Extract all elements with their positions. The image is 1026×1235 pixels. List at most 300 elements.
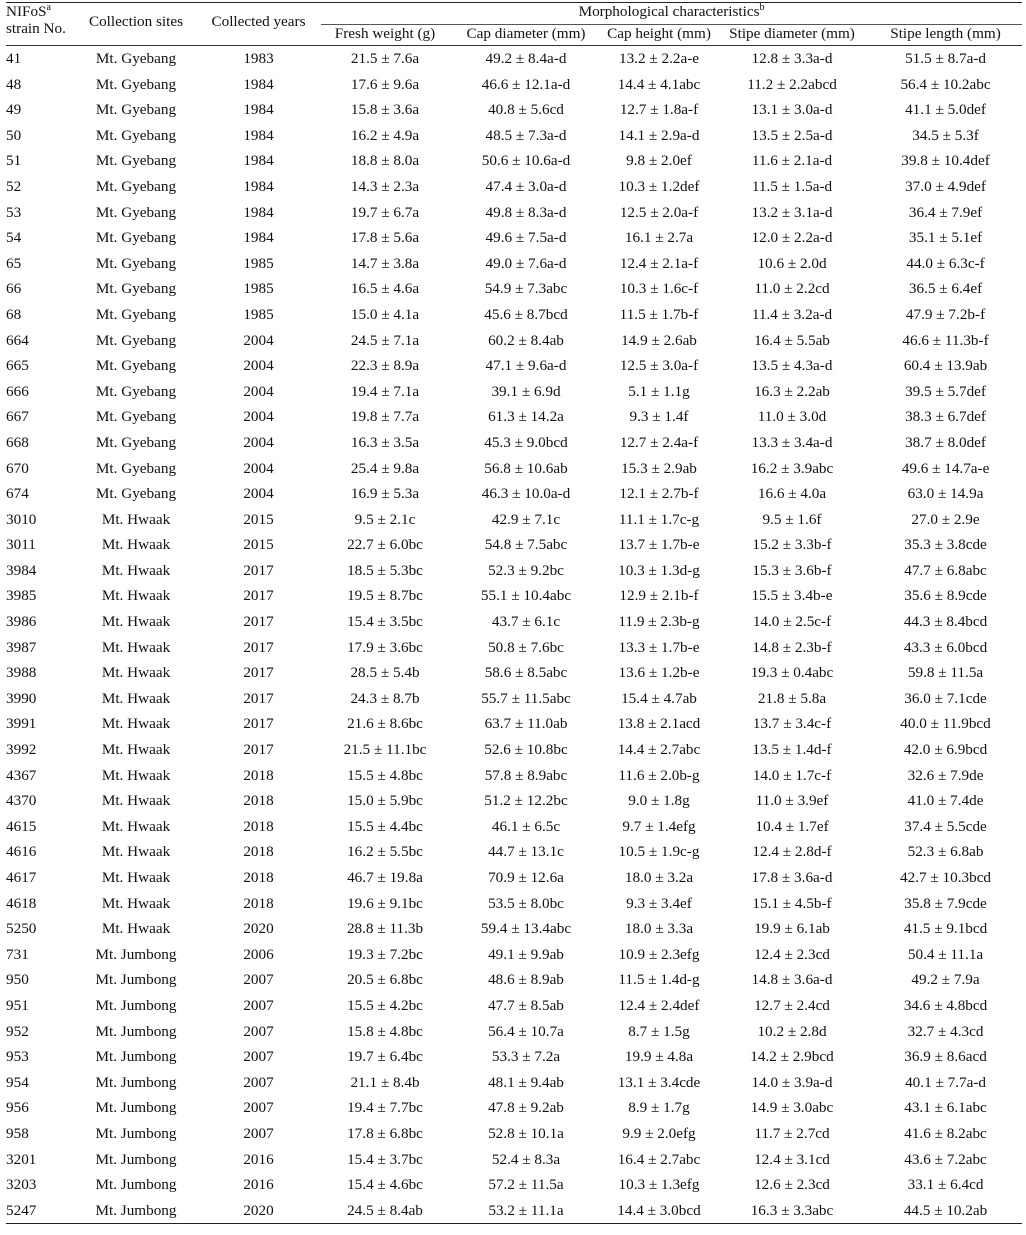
cell-cap-diameter: 58.6 ± 8.5abc (484, 664, 568, 682)
cell-stipe-length: 43.6 ± 7.2abc (904, 1150, 987, 1168)
cell-stipe-diameter: 12.6 ± 2.3cd (754, 1176, 830, 1194)
cell-cap-diameter: 52.3 ± 9.2bc (488, 561, 564, 579)
cell-fresh-weight: 15.8 ± 3.6a (350, 101, 420, 119)
cell-collected-year: 2020 (196, 1198, 321, 1224)
cell-cap-height: 12.4 ± 2.4def (618, 996, 700, 1014)
cell-cap-height: 13.6 ± 1.2b-e (618, 664, 700, 682)
cell-collection-site: Mt. Gyebang (95, 357, 177, 375)
cell-collected-year: 2007 (243, 1048, 274, 1066)
cell-collection-site: Mt. Hwaak (101, 715, 171, 733)
cell-stipe-length: 38.3 ± 6.7def (905, 408, 986, 426)
cell-collection-site: Mt. Hwaak (101, 689, 171, 707)
cell-strain-no: 48 (6, 75, 22, 93)
cell-collected-year: 2017 (243, 741, 274, 759)
table-row (6, 174, 1022, 200)
cell-collected-year: 2004 (243, 382, 274, 400)
cell-fresh-weight: 15.4 ± 4.6bc (347, 1176, 423, 1194)
cell-stipe-length: 52.3 ± 6.8ab (907, 843, 984, 861)
cell-stipe-diameter: 11.0 ± 3.0d (757, 408, 827, 426)
morphology-table (6, 2, 1022, 1224)
cell-stipe-diameter: 11.2 ± 2.2abcd (747, 75, 837, 93)
cell-stipe-length: 27.0 ± 2.9e (911, 510, 980, 528)
header-strain-line1: NIFoS (6, 3, 47, 20)
cell-cap-diameter: 56.4 ± 10.7a (488, 1022, 564, 1040)
cell-collected-year: 2007 (243, 1099, 274, 1117)
cell-collection-site: Mt. Hwaak (101, 843, 171, 861)
cell-cap-height: 9.3 ± 1.4f (629, 408, 689, 426)
cell-strain-no: 65 (6, 254, 22, 272)
cell-fresh-weight: 16.9 ± 5.3a (350, 485, 420, 503)
cell-collected-year: 1984 (243, 75, 274, 93)
cell-cap-diameter: 47.7 ± 8.5ab (488, 996, 564, 1014)
cell-collected-year: 2007 (243, 1022, 274, 1040)
cell-stipe-diameter: 14.0 ± 3.9a-d (751, 1073, 833, 1091)
cell-strain-no: 3990 (6, 689, 37, 707)
cell-strain-no: 3988 (6, 664, 37, 682)
cell-fresh-weight: 46.7 ± 19.8a (347, 869, 423, 886)
cell-stipe-length: 43.1 ± 6.1abc (904, 1099, 987, 1117)
cell-fresh-weight: 21.5 ± 11.1bc (343, 741, 427, 759)
cell-fresh-weight: 24.5 ± 8.4ab (321, 1198, 449, 1224)
cell-cap-height: 13.3 ± 1.7b-e (618, 638, 700, 656)
cell-collection-site: Mt. Jumbong (95, 1073, 177, 1091)
cell-stipe-diameter: 12.4 ± 2.8d-f (752, 843, 832, 861)
cell-stipe-diameter: 11.0 ± 2.2cd (754, 280, 830, 298)
cell-collection-site: Mt. Jumbong (76, 1198, 196, 1224)
cell-strain-no: 731 (6, 945, 29, 963)
cell-stipe-diameter: 11.0 ± 3.9ef (755, 792, 829, 810)
table-row (6, 583, 1022, 609)
table-row (6, 788, 1022, 814)
cell-collection-site: Mt. Jumbong (95, 996, 177, 1014)
table-row (6, 558, 1022, 584)
cell-stipe-length: 38.7 ± 8.0def (905, 433, 986, 451)
cell-cap-diameter: 46.1 ± 6.5c (491, 817, 561, 835)
cell-strain-no: 3985 (6, 587, 37, 605)
table-row (6, 302, 1022, 328)
header-strain-footnote: a (46, 1, 51, 13)
cell-stipe-length: 56.4 ± 10.2abc (900, 75, 991, 93)
cell-cap-diameter: 49.0 ± 7.6a-d (485, 254, 567, 272)
table-row (6, 481, 1022, 507)
cell-collected-year: 2017 (243, 664, 274, 682)
cell-cap-height: 9.7 ± 1.4efg (622, 817, 696, 835)
table-row (6, 97, 1022, 123)
cell-collected-year: 1985 (243, 254, 274, 272)
cell-stipe-length: 41.1 ± 5.0def (905, 101, 986, 119)
table-row (6, 1172, 1022, 1198)
cell-stipe-diameter: 12.0 ± 2.2a-d (751, 229, 833, 247)
table-row (6, 456, 1022, 482)
cell-cap-diameter: 44.7 ± 13.1c (488, 843, 564, 861)
cell-cap-height: 11.6 ± 2.0b-g (618, 766, 700, 784)
cell-cap-height: 10.5 ± 1.9c-g (618, 843, 700, 861)
cell-stipe-diameter: 9.5 ± 1.6f (762, 510, 822, 528)
cell-cap-diameter: 50.8 ± 7.6bc (488, 638, 564, 656)
cell-collection-site: Mt. Gyebang (95, 305, 177, 323)
cell-collection-site: Mt. Hwaak (101, 792, 171, 810)
cell-stipe-diameter: 13.5 ± 4.3a-d (751, 357, 833, 375)
cell-collection-site: Mt. Jumbong (95, 945, 177, 963)
cell-stipe-length: 35.1 ± 5.1ef (908, 229, 983, 247)
cell-collection-site: Mt. Jumbong (95, 1048, 177, 1066)
cell-fresh-weight: 19.8 ± 7.7a (350, 408, 420, 426)
cell-collection-site: Mt. Jumbong (95, 971, 177, 989)
table-row (6, 148, 1022, 174)
cell-fresh-weight: 21.1 ± 8.4b (350, 1073, 420, 1091)
table-row (6, 251, 1022, 277)
cell-cap-height: 9.8 ± 2.0ef (626, 152, 692, 170)
cell-stipe-diameter: 10.6 ± 2.0d (757, 254, 827, 272)
table-row (6, 737, 1022, 763)
cell-collected-year: 2015 (243, 536, 274, 554)
cell-strain-no: 952 (6, 1022, 29, 1040)
cell-cap-diameter: 57.8 ± 8.9abc (484, 766, 568, 784)
table-row (6, 993, 1022, 1019)
cell-cap-height: 13.8 ± 2.1acd (617, 715, 701, 733)
cell-stipe-length: 40.1 ± 7.7a-d (905, 1073, 986, 1091)
cell-cap-height: 9.9 ± 2.0efg (622, 1124, 696, 1142)
cell-stipe-diameter: 16.2 ± 3.9abc (750, 459, 834, 477)
cell-collected-year: 2018 (243, 817, 274, 835)
cell-strain-no: 4367 (6, 766, 37, 784)
cell-cap-height: 14.1 ± 2.9a-d (618, 126, 700, 144)
cell-strain-no: 66 (6, 280, 22, 298)
cell-strain-no: 53 (6, 203, 22, 221)
cell-collected-year: 2017 (243, 715, 274, 733)
cell-cap-height: 11.9 ± 2.3b-g (618, 613, 700, 631)
cell-collected-year: 2004 (243, 357, 274, 375)
header-fresh-weight: Fresh weight (g) (321, 25, 449, 46)
cell-strain-no: 68 (6, 305, 22, 323)
cell-stipe-diameter: 12.4 ± 2.3cd (754, 945, 830, 963)
cell-cap-diameter: 47.1 ± 9.6a-d (485, 357, 567, 375)
cell-collection-site: Mt. Hwaak (101, 741, 171, 759)
cell-fresh-weight: 19.5 ± 8.7bc (347, 587, 423, 605)
cell-strain-no: 51 (6, 152, 22, 170)
cell-collection-site: Mt. Hwaak (101, 817, 171, 835)
table-row (6, 200, 1022, 226)
cell-cap-diameter: 45.3 ± 9.0bcd (484, 433, 568, 451)
cell-stipe-diameter: 14.9 ± 3.0abc (750, 1099, 834, 1117)
cell-fresh-weight: 17.6 ± 9.6a (350, 75, 420, 93)
cell-collection-site: Mt. Hwaak (101, 920, 171, 938)
cell-stipe-length: 46.6 ± 11.3b-f (902, 331, 989, 349)
cell-cap-height: 16.1 ± 2.7a (624, 229, 694, 247)
cell-collection-site: Mt. Gyebang (95, 331, 177, 349)
cell-collection-site: Mt. Gyebang (95, 50, 177, 67)
cell-stipe-diameter: 16.4 ± 5.5ab (754, 331, 830, 349)
cell-collected-year: 1984 (243, 177, 274, 195)
cell-strain-no: 668 (6, 433, 29, 451)
cell-cap-diameter: 45.6 ± 8.7bcd (484, 305, 568, 323)
cell-collection-site: Mt. Gyebang (95, 254, 177, 272)
cell-collected-year: 2017 (243, 613, 274, 631)
cell-collected-year: 2018 (243, 792, 274, 810)
header-stipe-diameter: Stipe diameter (mm) (715, 25, 869, 46)
cell-strain-no: 958 (6, 1124, 29, 1142)
table-header (6, 3, 1022, 46)
table-row (6, 711, 1022, 737)
table-row (6, 1121, 1022, 1147)
cell-strain-no: 41 (6, 50, 22, 67)
header-morph-label: Morphological characteristics (578, 3, 760, 20)
cell-collected-year: 2017 (243, 638, 274, 656)
cell-stipe-diameter: 11.7 ± 2.7cd (754, 1124, 830, 1142)
cell-fresh-weight: 19.7 ± 6.7a (350, 203, 420, 221)
cell-cap-height: 14.4 ± 3.0bcd (603, 1198, 715, 1224)
table-body (6, 46, 1022, 1224)
cell-collected-year: 1984 (243, 152, 274, 170)
cell-stipe-diameter: 11.5 ± 1.5a-d (751, 177, 833, 195)
cell-cap-diameter: 40.8 ± 5.6cd (488, 101, 564, 119)
table-row (6, 507, 1022, 533)
cell-collection-site: Mt. Hwaak (101, 638, 171, 656)
cell-fresh-weight: 17.9 ± 3.6bc (347, 638, 423, 656)
cell-stipe-diameter: 13.5 ± 2.5a-d (751, 126, 833, 144)
cell-strain-no: 4617 (6, 869, 37, 886)
cell-collected-year: 2006 (243, 945, 274, 963)
cell-stipe-length: 34.6 ± 4.8bcd (903, 996, 988, 1014)
table-row (6, 46, 1022, 72)
cell-cap-height: 15.3 ± 2.9ab (621, 459, 697, 477)
header-cap-height: Cap height (mm) (603, 25, 715, 46)
header-strain (6, 3, 76, 46)
cell-collected-year: 2018 (243, 869, 274, 886)
cell-stipe-diameter: 14.8 ± 3.6a-d (751, 971, 833, 989)
cell-stipe-length: 32.7 ± 4.3cd (907, 1022, 984, 1040)
cell-stipe-diameter: 14.2 ± 2.9bcd (750, 1048, 834, 1066)
cell-strain-no: 3201 (6, 1150, 37, 1168)
cell-cap-diameter: 63.7 ± 11.0ab (484, 715, 568, 733)
cell-strain-no: 50 (6, 126, 22, 144)
cell-fresh-weight: 20.5 ± 6.8bc (347, 971, 423, 989)
cell-collection-site: Mt. Hwaak (101, 613, 171, 631)
cell-cap-height: 10.3 ± 1.6c-f (619, 280, 699, 298)
cell-strain-no: 667 (6, 408, 29, 426)
cell-cap-diameter: 54.9 ± 7.3abc (484, 280, 568, 298)
cell-collected-year: 2007 (243, 1073, 274, 1091)
cell-strain-no: 3011 (6, 536, 36, 554)
cell-collection-site: Mt. Hwaak (101, 561, 171, 579)
cell-collected-year: 2007 (243, 971, 274, 989)
cell-stipe-diameter: 16.3 ± 3.3abc (715, 1198, 869, 1224)
cell-stipe-diameter: 15.2 ± 3.3b-f (752, 536, 832, 554)
cell-fresh-weight: 19.6 ± 9.1bc (347, 894, 423, 912)
cell-stipe-length: 63.0 ± 14.9a (907, 485, 984, 503)
cell-cap-diameter: 39.1 ± 6.9d (491, 382, 561, 400)
cell-stipe-diameter: 16.3 ± 2.2ab (754, 382, 830, 400)
cell-cap-diameter: 48.6 ± 8.9ab (488, 971, 564, 989)
cell-stipe-length: 36.9 ± 8.6acd (904, 1048, 987, 1066)
cell-fresh-weight: 22.7 ± 6.0bc (347, 536, 423, 554)
cell-cap-diameter: 49.8 ± 8.3a-d (485, 203, 567, 221)
cell-fresh-weight: 21.6 ± 8.6bc (347, 715, 423, 733)
cell-fresh-weight: 15.8 ± 4.8bc (347, 1022, 423, 1040)
cell-cap-diameter: 53.2 ± 11.1a (449, 1198, 603, 1224)
cell-cap-height: 14.4 ± 2.7abc (617, 741, 701, 759)
cell-cap-height: 12.4 ± 2.1a-f (619, 254, 699, 272)
cell-stipe-diameter: 11.4 ± 3.2a-d (751, 305, 833, 323)
cell-collection-site: Mt. Jumbong (95, 1150, 177, 1168)
cell-stipe-length: 49.2 ± 7.9a (911, 971, 980, 989)
cell-cap-height: 12.9 ± 2.1b-f (619, 587, 699, 605)
cell-cap-diameter: 53.3 ± 7.2a (491, 1048, 561, 1066)
cell-strain-no: 3010 (6, 510, 37, 528)
cell-stipe-diameter: 12.7 ± 2.4cd (754, 996, 830, 1014)
cell-collection-site: Mt. Gyebang (95, 382, 177, 400)
cell-stipe-diameter: 14.0 ± 1.7c-f (752, 766, 832, 784)
cell-fresh-weight: 16.2 ± 5.5bc (347, 843, 423, 861)
cell-collected-year: 2017 (243, 587, 274, 605)
cell-collection-site: Mt. Jumbong (95, 1176, 177, 1194)
cell-collection-site: Mt. Jumbong (95, 1099, 177, 1117)
cell-collected-year: 2015 (243, 510, 274, 528)
cell-strain-no: 4618 (6, 894, 37, 912)
cell-cap-height: 18.0 ± 3.3a (624, 920, 694, 938)
cell-stipe-length: 47.7 ± 6.8abc (904, 561, 987, 579)
cell-fresh-weight: 15.0 ± 5.9bc (347, 792, 423, 810)
header-stipe-length: Stipe length (mm) (869, 25, 1022, 46)
cell-collected-year: 2004 (243, 408, 274, 426)
cell-stipe-length: 37.0 ± 4.9def (905, 177, 986, 195)
cell-collection-site: Mt. Hwaak (101, 536, 171, 554)
cell-strain-no: 674 (6, 485, 29, 503)
cell-fresh-weight: 28.5 ± 5.4b (350, 664, 420, 682)
cell-cap-diameter: 48.1 ± 9.4ab (488, 1073, 564, 1091)
cell-cap-height: 16.4 ± 2.7abc (617, 1150, 701, 1168)
cell-fresh-weight: 14.7 ± 3.8a (350, 254, 420, 272)
cell-strain-no: 54 (6, 229, 22, 247)
cell-strain-no: 665 (6, 357, 29, 375)
cell-collected-year: 2017 (243, 561, 274, 579)
cell-collection-site: Mt. Jumbong (95, 1124, 177, 1142)
cell-cap-height: 10.3 ± 1.2def (618, 177, 700, 195)
cell-strain-no: 951 (6, 996, 29, 1014)
cell-fresh-weight: 17.8 ± 6.8bc (347, 1124, 423, 1142)
cell-cap-height: 12.1 ± 2.7b-f (619, 485, 699, 503)
cell-stipe-length: 37.4 ± 5.5cde (904, 817, 987, 835)
cell-fresh-weight: 28.8 ± 11.3b (346, 920, 424, 938)
cell-collected-year: 2020 (243, 920, 274, 938)
cell-fresh-weight: 16.3 ± 3.5a (350, 433, 420, 451)
header-morph-footnote: b (759, 1, 765, 13)
table-row (6, 404, 1022, 430)
cell-fresh-weight: 15.4 ± 3.7bc (347, 1150, 423, 1168)
cell-strain-no: 3986 (6, 613, 37, 631)
cell-cap-diameter: 70.9 ± 12.6a (488, 869, 564, 886)
cell-stipe-diameter: 13.3 ± 3.4a-d (751, 433, 833, 451)
cell-cap-diameter: 61.3 ± 14.2a (488, 408, 564, 426)
cell-collected-year: 2018 (243, 894, 274, 912)
cell-cap-diameter: 46.6 ± 12.1a-d (481, 75, 571, 93)
table-row (6, 814, 1022, 840)
cell-cap-diameter: 48.5 ± 7.3a-d (485, 126, 567, 144)
cell-collected-year: 2017 (243, 689, 274, 707)
cell-strain-no: 664 (6, 331, 29, 349)
cell-stipe-length: 44.3 ± 8.4bcd (903, 613, 988, 631)
cell-stipe-length: 43.3 ± 6.0bcd (903, 638, 988, 656)
cell-cap-diameter: 46.3 ± 10.0a-d (481, 485, 571, 503)
cell-cap-diameter: 52.4 ± 8.3a (491, 1150, 561, 1168)
cell-stipe-diameter: 11.6 ± 2.1a-d (751, 152, 833, 170)
cell-stipe-diameter: 21.8 ± 5.8a (757, 689, 827, 707)
cell-fresh-weight: 16.5 ± 4.6a (350, 280, 420, 298)
cell-strain-no: 3991 (6, 715, 37, 733)
table-row (6, 1044, 1022, 1070)
cell-strain-no: 5250 (6, 920, 37, 938)
cell-stipe-diameter: 15.5 ± 3.4b-e (751, 587, 833, 605)
cell-stipe-length: 33.1 ± 6.4cd (907, 1176, 984, 1194)
cell-fresh-weight: 16.2 ± 4.9a (350, 126, 420, 144)
cell-cap-height: 13.1 ± 3.4cde (617, 1073, 701, 1091)
cell-stipe-length: 42.7 ± 10.3bcd (900, 869, 992, 886)
cell-cap-height: 13.7 ± 1.7b-e (618, 536, 700, 554)
cell-strain-no: 954 (6, 1073, 29, 1091)
cell-collected-year: 1984 (243, 203, 274, 221)
cell-cap-height: 13.2 ± 2.2a-e (618, 50, 700, 67)
cell-stipe-diameter: 10.2 ± 2.8d (757, 1022, 827, 1040)
table-row (6, 609, 1022, 635)
cell-cap-diameter: 56.8 ± 10.6ab (484, 459, 568, 477)
cell-stipe-length: 47.9 ± 7.2b-f (905, 305, 986, 323)
header-strain-line2: strain No. (6, 20, 66, 37)
cell-cap-diameter: 55.7 ± 11.5abc (481, 689, 571, 707)
cell-cap-height: 12.7 ± 2.4a-f (619, 433, 699, 451)
cell-collected-year: 2007 (243, 996, 274, 1014)
table-row (6, 763, 1022, 789)
cell-cap-height: 14.4 ± 4.1abc (617, 75, 701, 93)
cell-cap-height: 9.0 ± 1.8g (628, 792, 690, 810)
cell-cap-height: 10.3 ± 1.3d-g (618, 561, 700, 579)
cell-stipe-diameter: 14.8 ± 2.3b-f (752, 638, 832, 656)
cell-cap-diameter: 47.4 ± 3.0a-d (485, 177, 567, 195)
cell-stipe-length: 41.0 ± 7.4de (907, 792, 984, 810)
cell-cap-height: 12.7 ± 1.8a-f (619, 101, 699, 119)
cell-collection-site: Mt. Gyebang (95, 485, 177, 503)
cell-collection-site: Mt. Hwaak (101, 869, 171, 886)
cell-strain-no: 4616 (6, 843, 37, 861)
table-row (6, 1019, 1022, 1045)
cell-strain-no: 670 (6, 459, 29, 477)
cell-cap-height: 5.1 ± 1.1g (628, 382, 690, 400)
cell-stipe-length: 49.6 ± 14.7a-e (901, 459, 990, 477)
cell-cap-diameter: 49.1 ± 9.9ab (488, 945, 564, 963)
cell-strain-no: 4370 (6, 792, 37, 810)
cell-fresh-weight: 24.5 ± 7.1a (350, 331, 420, 349)
cell-cap-height: 10.9 ± 2.3efg (618, 945, 700, 963)
morphology-table-container (6, 2, 1022, 1224)
table-row (6, 72, 1022, 98)
cell-cap-diameter: 59.4 ± 13.4abc (480, 920, 572, 938)
cell-stipe-length: 36.4 ± 7.9ef (908, 203, 983, 221)
cell-stipe-diameter: 15.1 ± 4.5b-f (752, 894, 832, 912)
cell-stipe-diameter: 13.1 ± 3.0a-d (751, 101, 833, 119)
table-row (6, 660, 1022, 686)
cell-collected-year: 2007 (243, 1124, 274, 1142)
cell-cap-diameter: 47.8 ± 9.2ab (488, 1099, 564, 1117)
cell-fresh-weight: 15.5 ± 4.2bc (347, 996, 423, 1014)
cell-collected-year: 2016 (243, 1150, 274, 1168)
cell-cap-height: 8.9 ± 1.7g (628, 1099, 690, 1117)
cell-fresh-weight: 19.4 ± 7.1a (350, 382, 420, 400)
cell-strain-no: 3984 (6, 561, 37, 579)
cell-stipe-length: 41.6 ± 8.2abc (904, 1124, 987, 1142)
cell-cap-height: 12.5 ± 2.0a-f (619, 203, 699, 221)
cell-cap-height: 10.3 ± 1.3efg (618, 1176, 700, 1194)
cell-stipe-length: 41.5 ± 9.1bcd (903, 920, 988, 938)
header-years: Collected years (196, 3, 321, 46)
